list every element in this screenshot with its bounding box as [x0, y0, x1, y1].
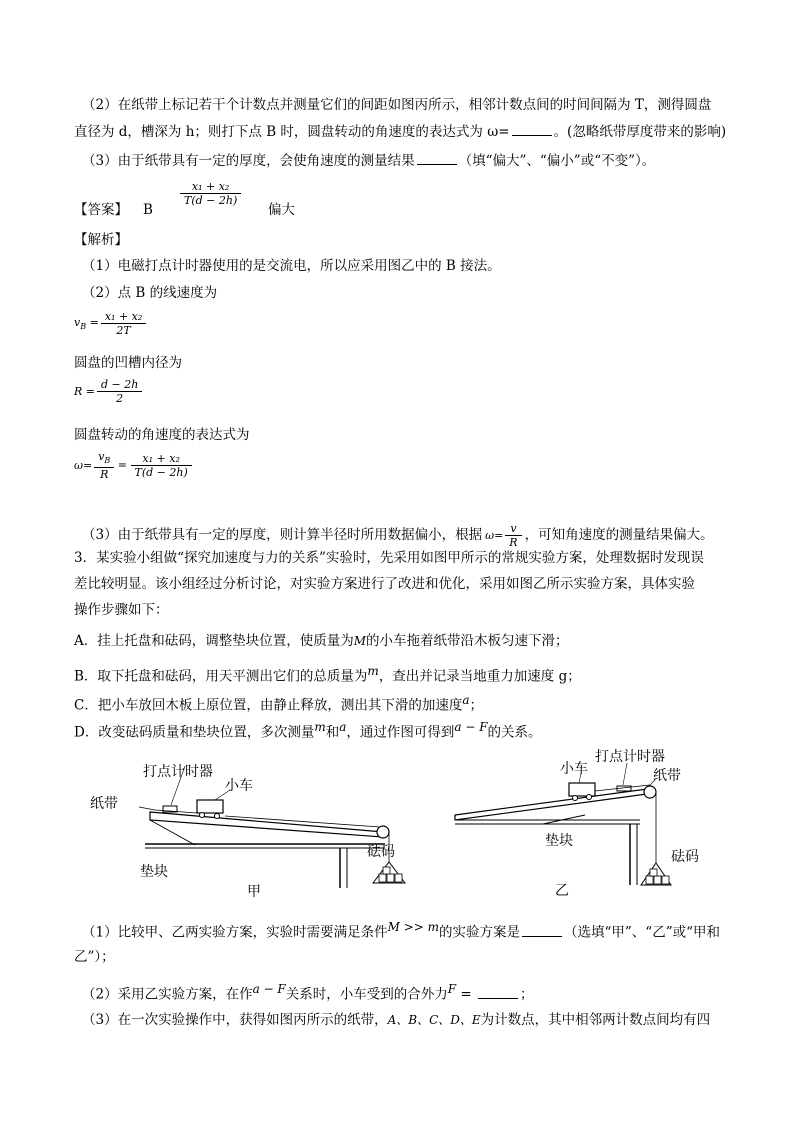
answer-fraction: $\frac{\text{x₁ + x₂}}{T(d - 2h)}$	[180, 180, 241, 207]
sub1-line1: （1）比较甲、乙两实验方案，实验时需要满足条件$^{M >> m}$的实验方案是 （选填“甲”、“乙”或“甲和	[82, 920, 721, 941]
label-weight-yi: 砝码	[671, 849, 699, 865]
sub3-line: （3）在一次实验操作中，获得如图丙所示的纸带，A、B、C、D、E为计数点，其中相邻两计数点间均有四	[82, 1012, 711, 1028]
cart-icon	[197, 800, 223, 813]
eq-r: R = $\frac{d - 2h}{2}$	[74, 378, 142, 405]
label-timer-jia: 打点计时器	[143, 764, 213, 780]
figure-yi	[445, 745, 715, 900]
analysis-label: 【解析】	[74, 232, 128, 248]
eq-omega: ω= $\frac{v_B}{R}$ = $\frac{\text{x₁ + x₂}}{T(d - 2h)}$	[74, 450, 192, 481]
q3-line1: 3．某实验小组做“探究加速度与力的关系”实验时，先采用如图甲所示的常规实验方案，处理数据时发现误	[74, 550, 704, 566]
block-leader	[150, 820, 195, 845]
step-d: D．改变砝码质量和垫块位置，多次测量$^m$和$^a$，通过作图可得到$^{a - F}$的关系。	[74, 720, 542, 741]
part2-line2: 直径为 d，槽深为 h；则打下点 B 时，圆盘转动的角速度的表达式为 ω= 。(忽略纸带厚度带来的影响)	[74, 121, 726, 142]
step-b: B．取下托盘和砝码，用天平测出它们的总质量为$^m$，查出并记录当地重力加速度 g；	[74, 664, 581, 685]
caption-yi: 乙	[555, 883, 569, 899]
sub2-line: （2）采用乙实验方案，在作$^{a - F}$关系时，小车受到的合外力$^F$ = ；	[82, 982, 534, 1003]
answer-blank[interactable]	[478, 984, 518, 999]
analysis-omega: 圆盘转动的角速度的表达式为	[74, 427, 250, 443]
eq-vb: $v_B$ = $\frac{\text{x₁ + x₂}}{2T}$	[74, 310, 146, 337]
label-tape-jia: 纸带	[90, 796, 118, 812]
answer-blank[interactable]	[522, 922, 562, 937]
step-c: C．把小车放回木板上原位置，由静止释放，测出其下滑的加速度$^a$；	[74, 693, 483, 714]
weight-icon-yi	[646, 876, 653, 884]
cart-icon-yi	[569, 783, 595, 796]
part2-line1: （2）在纸带上标记若干个计数点并测量它们的间距如图丙所示，相邻计数点间的时间间隔为 T，测得圆盘	[82, 97, 712, 113]
sub1-line2: 乙”）；	[74, 949, 115, 965]
weight-icon	[379, 874, 386, 882]
label-tape-yi: 纸带	[653, 768, 681, 784]
analysis-1: （1）电磁打点计时器使用的是交流电，所以应采用图乙中的 B 接法。	[82, 258, 501, 274]
caption-jia: 甲	[247, 884, 261, 900]
label-block-yi: 垫块	[545, 833, 573, 849]
answer-label: 【答案】	[74, 202, 128, 218]
analysis-2: （2）点 B 的线速度为	[82, 285, 218, 301]
label-block-jia: 垫块	[140, 864, 168, 880]
q3-line3: 操作步骤如下：	[74, 602, 169, 618]
answer-1: B	[143, 202, 153, 218]
label-car-yi: 小车	[560, 761, 588, 777]
part3-line: （3）由于纸带具有一定的厚度，会使角速度的测量结果 （填“偏大”、“偏小”或“不变”）。	[82, 150, 655, 171]
answer-blank[interactable]	[512, 121, 552, 136]
figure-jia	[85, 750, 415, 900]
label-timer-yi: 打点计时器	[595, 749, 665, 765]
answer-3: 偏大	[268, 202, 295, 218]
analysis-3: （3）由于纸带具有一定的厚度，则计算半径时所用数据偏小，根据 ω= $\frac{v}{R}$ ，可知角速度的测量结果偏大。	[82, 522, 714, 549]
q3-line2: 差比较明显。该小组经过分析讨论，对实验方案进行了改进和优化，采用如图乙所示实验方案，具体实验	[74, 576, 695, 592]
label-weight-jia: 砝码	[367, 844, 395, 860]
label-car-jia: 小车	[225, 778, 253, 794]
pulley-icon	[377, 826, 389, 838]
answer-blank[interactable]	[417, 150, 457, 165]
pulley-icon-yi	[644, 786, 656, 798]
analysis-groove: 圆盘的凹槽内径为	[74, 355, 182, 371]
step-a: A．挂上托盘和砝码，调整垫块位置，使质量为M的小车拖着纸带沿木板匀速下滑；	[74, 633, 569, 649]
